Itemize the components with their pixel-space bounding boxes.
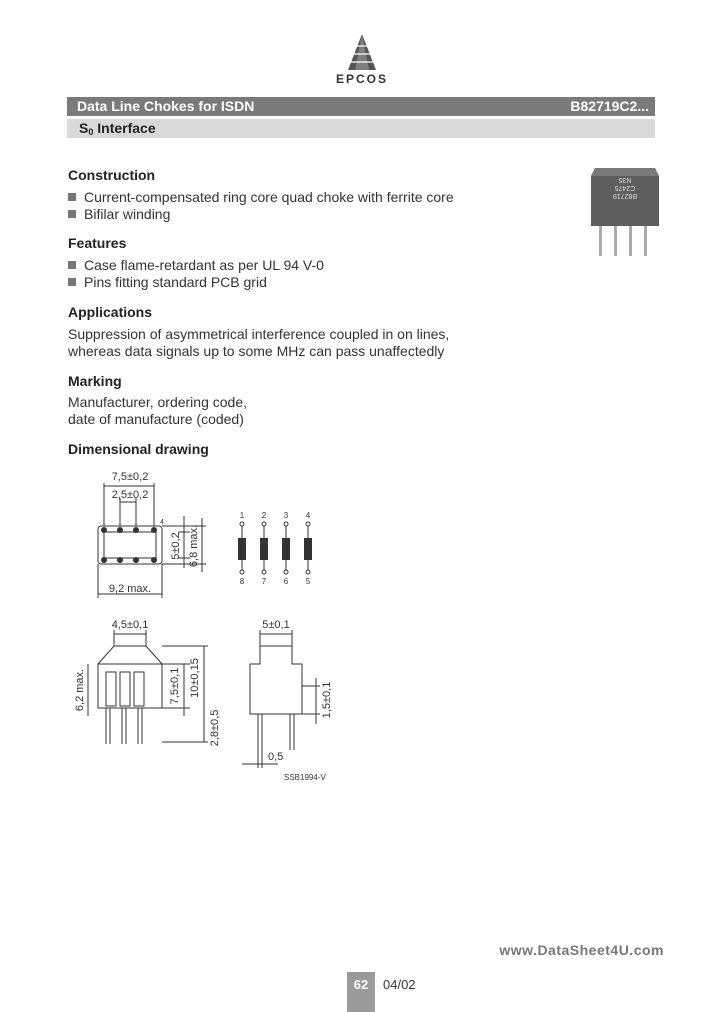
marking-line-1: Manufacturer, ordering code, <box>68 394 247 410</box>
dim-7-5-front: 7,5±0,1 <box>169 667 181 705</box>
brand-name: EPCOS <box>335 72 388 86</box>
features-heading: Features <box>68 235 127 251</box>
pin-top-4: 4 <box>305 511 311 520</box>
features-item-1: Case flame-retardant as per UL 94 V-0 <box>68 257 324 273</box>
pin-bottom-6: 6 <box>283 577 289 586</box>
dim-1-5: 1,5±0,1 <box>321 681 333 719</box>
marking-heading: Marking <box>68 373 122 389</box>
dim-5-side: 5±0,1 <box>262 619 290 631</box>
drawing-heading: Dimensional drawing <box>68 441 209 457</box>
marking-line-2: date of manufacture (coded) <box>68 411 244 427</box>
dim-0-5: 0,5 <box>268 751 284 763</box>
dim-2-8: 2,8±0,5 <box>209 709 221 747</box>
pin-bottom-5: 5 <box>305 577 311 586</box>
dim-5: 5±0,2 <box>170 532 182 560</box>
pin-bottom-8: 8 <box>239 577 245 586</box>
product-photo <box>585 162 665 262</box>
applications-line-2: whereas data signals up to some MHz can pass unaffectedly <box>68 343 445 359</box>
photo-mark-line-3: N35 <box>618 176 632 183</box>
subtitle-bar <box>67 119 655 138</box>
dim-4-5: 4,5±0,1 <box>111 619 149 631</box>
page-title: Data Line Chokes for ISDN <box>77 98 255 114</box>
photo-mark-line-1: B82719 <box>612 192 638 199</box>
pin-bottom-7: 7 <box>261 577 267 586</box>
construction-item-1: Current-compensated ring core quad choke with ferrite core <box>68 189 454 205</box>
dim-6-8: 6,8 max. <box>188 524 200 568</box>
page-number: 62 <box>347 972 375 1012</box>
photo-mark-line-2: C2475 <box>614 184 636 191</box>
title-bar <box>67 97 655 116</box>
footer-date: 04/02 <box>383 977 416 992</box>
applications-heading: Applications <box>68 304 153 320</box>
dim-7-5: 7,5±0,2 <box>111 471 149 483</box>
dimensional-drawing <box>74 468 338 788</box>
dim-10: 10±0,15 <box>189 658 201 698</box>
dim-6-2: 6,2 max. <box>74 668 86 712</box>
construction-item-2: Bifilar winding <box>68 206 170 222</box>
applications-line-1: Suppression of asymmetrical interference coupled in on lines, <box>68 326 450 342</box>
dim-2-5: 2,5±0,2 <box>111 489 149 501</box>
pin-top-2: 2 <box>261 511 267 520</box>
part-number: B82719C2... <box>570 98 649 114</box>
top-corner-number: 4 <box>160 519 164 526</box>
features-item-2: Pins fitting standard PCB grid <box>68 274 267 290</box>
pin-top-3: 3 <box>283 511 289 520</box>
construction-heading: Construction <box>68 167 156 183</box>
footer-url[interactable]: www.DataSheet4U.com <box>499 942 664 958</box>
subtitle: $S_0$ Interface <box>79 120 156 137</box>
dim-9-2: 9,2 max. <box>108 583 152 595</box>
drawing-code: SSB1994-V <box>284 773 326 782</box>
pin-top-1: 1 <box>239 511 245 520</box>
